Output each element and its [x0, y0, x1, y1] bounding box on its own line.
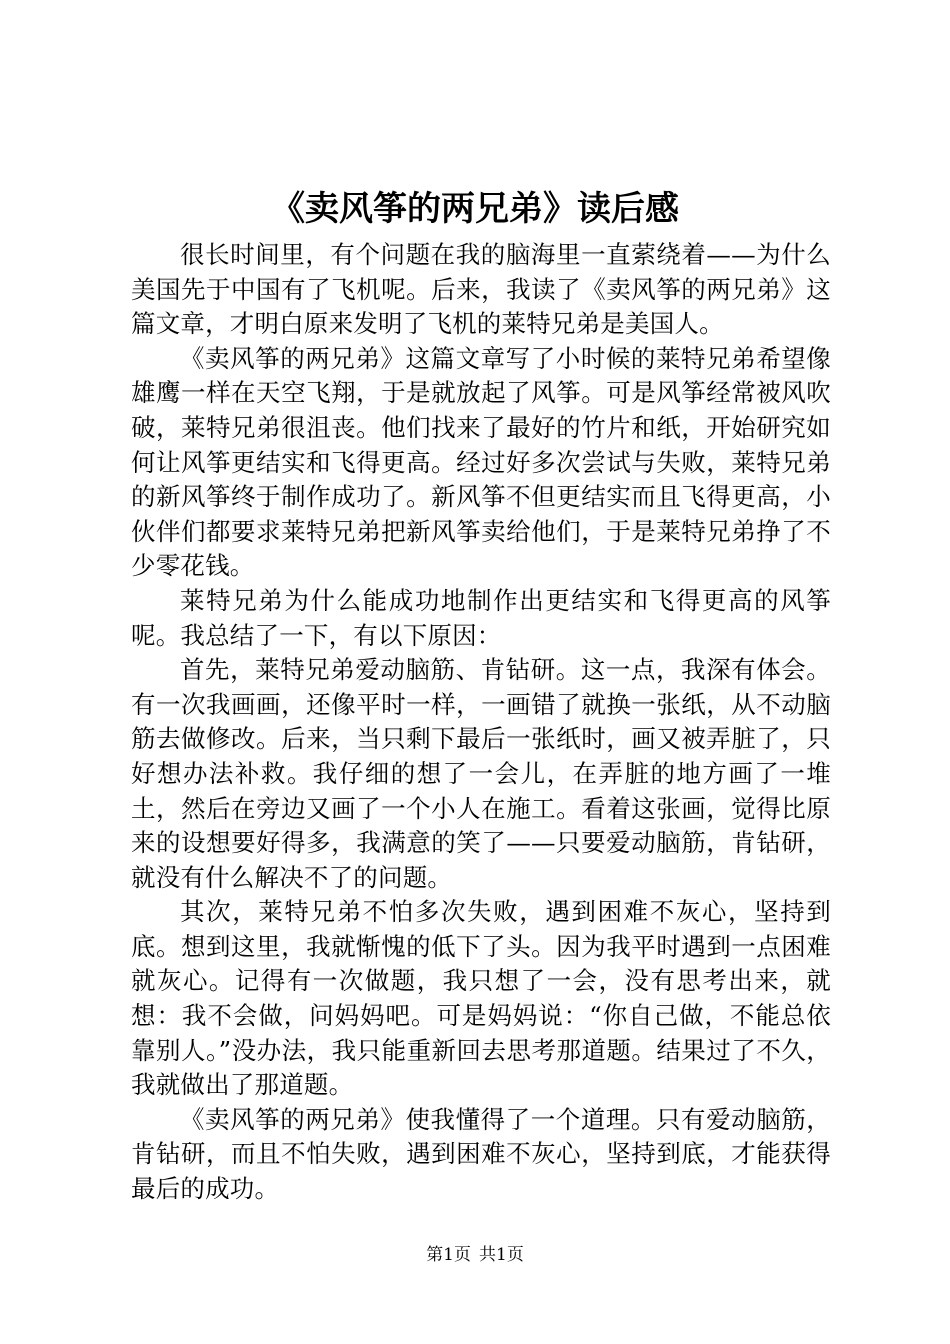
- page-footer: [0, 1243, 950, 1267]
- page-number-total: 共1页: [479, 1245, 524, 1265]
- document-title: 《卖风筝的两兄弟》读后感: [271, 189, 679, 229]
- paragraph-6: 《卖风筝的两兄弟》使我懂得了一个道理。只有爱动脑筋，肯钻研，而且不怕失败，遇到困难不灰心，坚持到底，才能获得最后的成功。: [131, 1104, 831, 1204]
- paragraph-1: 很长时间里，有个问题在我的脑海里一直萦绕着——为什么美国先于中国有了飞机呢。后来，我读了《卖风筝的两兄弟》这篇文章，才明白原来发明了飞机的莱特兄弟是美国人。: [131, 240, 831, 339]
- paragraph-3: 莱特兄弟为什么能成功地制作出更结实和飞得更高的风筝呢。我总结了一下，有以下原因：: [131, 585, 831, 650]
- paragraph-4: 首先，莱特兄弟爱动脑筋、肯钻研。这一点，我深有体会。有一次我画画，还像平时一样，一画错了就换一张纸，从不动脑筋去做修改。后来，当只剩下最后一张纸时，画又被弄脏了，只好想办法补救。我仔细的想了一会儿，在弄脏的地方画了一堆土，然后在旁边又画了一个小人在施工。看着这张画，觉得比原来的设想要好得多，我满意的笑了——只要爱动脑筋，肯钻研，就没有什么解决不了的问题。: [131, 655, 831, 892]
- page-number-current: 第1页: [426, 1245, 471, 1265]
- paragraph-5: 其次，莱特兄弟不怕多次失败，遇到困难不灰心，坚持到底。想到这里，我就惭愧的低下了头。因为我平时遇到一点困难就灰心。记得有一次做题，我只想了一会，没有思考出来，就想：我不会做，问妈妈吧。可是妈妈说：“你自己做，不能总依靠别人。”没办法，我只能重新回去思考那道题。结果过了不久，我就做出了那道题。: [131, 897, 831, 1100]
- document-body: [131, 238, 831, 1207]
- paragraph-2: 《卖风筝的两兄弟》这篇文章写了小时候的莱特兄弟希望像雄鹰一样在天空飞翔，于是就放起了风筝。可是风筝经常被风吹破，莱特兄弟很沮丧。他们找来了最好的竹片和纸，开始研究如何让风筝更结实和飞得更高。经过好多次尝试与失败，莱特兄弟的新风筝终于制作成功了。新风筝不但更结实而且飞得更高，小伙伴们都要求莱特兄弟把新风筝卖给他们，于是莱特兄弟挣了不少零花钱。: [131, 343, 831, 581]
